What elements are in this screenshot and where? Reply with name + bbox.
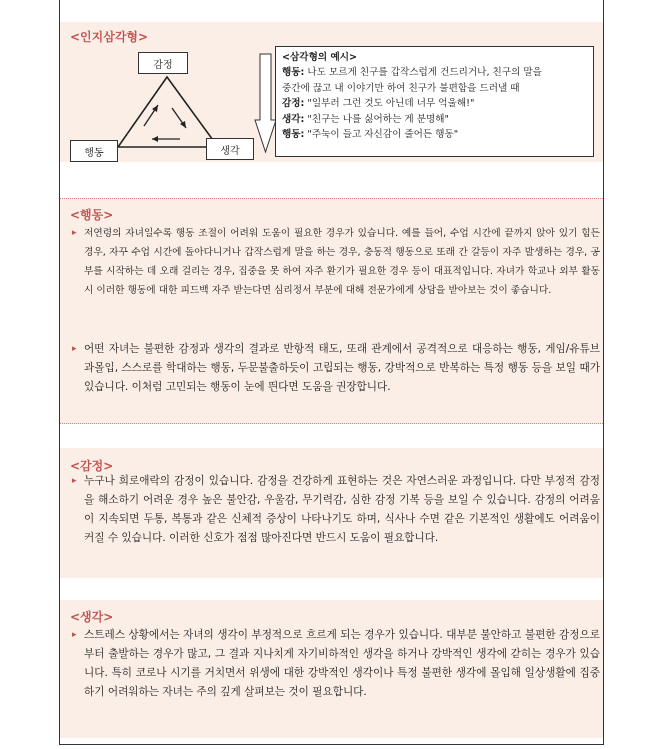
example-line: 감정: "일부러 그런 것도 아닌데 너무 억울해!" [282,98,475,110]
behavior-section [60,198,603,424]
example-line: 행동: 나도 모르게 친구를 갑작스럽게 건드리거나, 친구의 말을 [282,67,542,79]
bullet-icon: ▸ [72,344,77,354]
arrow-head-1 [152,105,158,112]
triangle-shape [118,77,218,147]
node-behavior: 행동 [70,140,118,162]
arrow-head-2 [180,121,186,128]
thought-paragraph: ▸ 스트레스 상황에서는 자녀의 생각이 부정적으로 흐르게 되는 경우가 있습니다. 대부분 불안하고 불편한 감정으로부터 출발하는 경우가 많고, 그 결과 지나치게 자기비하적인 생각을 하거나 강박적인 생각에 갇히는 경우가 있습니다. 특히 코로나 시기를 거치면서 위생에 대한 강박적인 생각이나 특정 불편한 생각에 몰입해 일상생활에 집중하기 어려워하는 자녀는 주의 깊게 살펴보는 것이 필요합니다. [72,626,600,702]
bullet-icon: ▸ [72,228,77,238]
node-thought: 생각 [206,138,254,160]
behavior-heading: <행동> [70,208,114,222]
behavior-paragraph-1: ▸ 저연령의 자녀일수록 행동 조절이 어려워 도움이 필요한 경우가 있습니다. 예를 들어, 수업 시간에 끝까지 앉아 있기 힘든 경우, 자꾸 수업 시간에 돌아다니거나 갑작스럽게 말을 하는 경우, 충동적 행동으로 또래 간 갈등이 자주 발생하는 경우, 공부를 시작하는 데 오래 걸리는 경우, 집중을 못 하여 자주 환기가 필요한 경우 등이 대표적입니다. 자녀가 학교나 외부 활동 시 이러한 행동에 대한 피드백 자주 받는다면 심리정서 부분에 대해 전문가에게 상담을 받아보는 것이 좋습니다. [72,224,600,300]
triangle-heading: <인지삼각형> [70,30,149,44]
node-emotion: 감정 [138,52,188,74]
emotion-paragraph: ▸ 누구나 희로애락의 감정이 있습니다. 감정을 건강하게 표현하는 것은 자연스러운 과정입니다. 다만 부정적 감정을 해소하기 어려운 경우 높은 불안감, 우울감, 무기력감, 심한 감정 기복 등을 보일 수 있습니다. 감정의 어려움이 지속되면 두통, 복통과 같은 신체적 증상이 나타나기도 하며, 식사나 수면 같은 기본적인 생활에도 어려움이 커질 수 있습니다. 이러한 신호가 점점 많아진다면 반드시 도움이 필요합니다. [72,472,600,548]
example-line: 중간에 끊고 내 이야기만 하여 친구가 불편함을 드러낼 때 [282,82,520,94]
thought-heading: <생각> [70,610,114,624]
thought-section [60,600,603,738]
example-box [275,46,594,157]
example-line: 행동: "주눅이 들고 자신감이 줄어든 행동" [282,129,459,141]
arrow-head-3 [152,136,158,142]
cognitive-triangle-section [60,22,603,162]
emotion-section [60,448,603,578]
emotion-heading: <감정> [70,459,114,473]
bullet-icon: ▸ [72,630,77,640]
example-title: <삼각형의 예시> [282,52,358,63]
down-arrow-icon [255,54,276,152]
behavior-paragraph-2: ▸ 어떤 자녀는 불편한 감정과 생각의 결과로 반항적 태도, 또래 관계에서 공격적으로 대응하는 행동, 게임/유튜브 과몰입, 스스로를 학대하는 행동, 두문불출하듯이 고립되는 행동, 강박적으로 반복하는 특정 행동 등을 보일 때가 있습니다. 이처럼 고민되는 행동이 눈에 띈다면 도움을 권장합니다. [72,340,600,397]
example-line: 생각: "친구는 나를 싫어하는 게 분명해" [282,113,449,125]
bullet-icon: ▸ [72,476,77,486]
